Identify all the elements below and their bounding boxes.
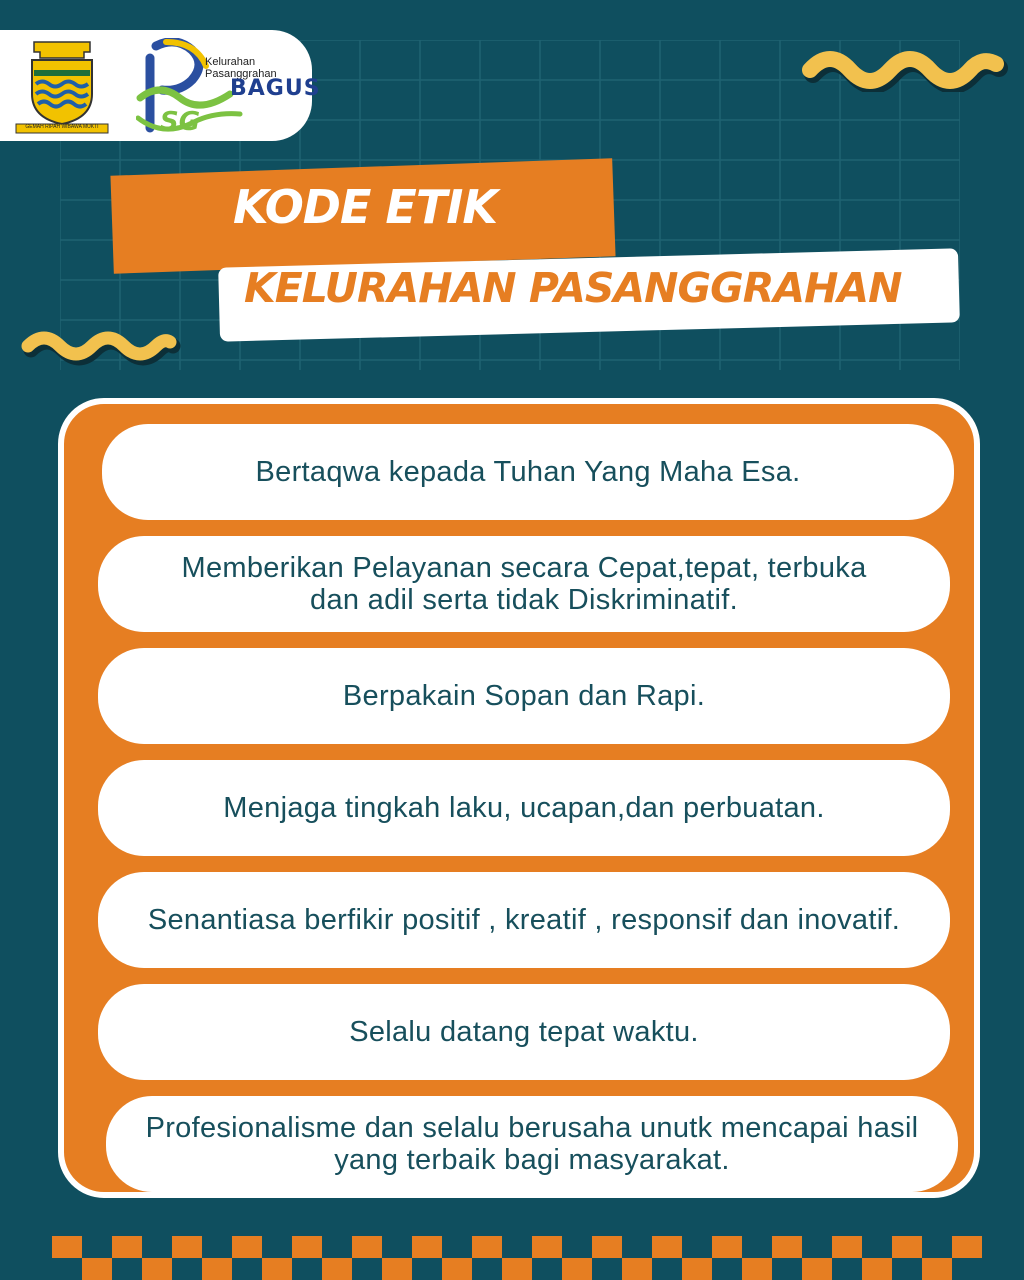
code-item-2: Memberikan Pelayanan secara Cepat,tepat, terbuka dan adil serta tidak Diskriminatif.: [98, 536, 950, 632]
logo-brand: BAGUS: [230, 76, 321, 101]
logo-line1: Kelurahan: [205, 56, 256, 68]
emblem-motto: GEMAH RIPAH WIBAWA MUKTI: [25, 124, 99, 130]
code-item-7: Profesionalisme dan selalu berusaha unutk mencapai hasil yang terbaik bagi masyarakat.: [106, 1096, 958, 1192]
logo-line2: Pasanggrahan: [205, 68, 277, 80]
squiggle-top-right: [796, 46, 1010, 92]
page-title: KODE ETIK: [233, 180, 497, 234]
bandung-emblem-icon: [14, 40, 110, 134]
code-item-1: Bertaqwa kepada Tuhan Yang Maha Esa.: [102, 424, 954, 520]
checkered-footer: [0, 1236, 1024, 1280]
svg-text:SG: SG: [160, 107, 201, 134]
code-item-5: Senantiasa berfikir positif , kreatif , responsif dan inovatif.: [98, 872, 950, 968]
code-item-6: Selalu datang tepat waktu.: [98, 984, 950, 1080]
squiggle-left: [16, 326, 182, 366]
page-subtitle: KELURAHAN PASANGGRAHAN: [244, 264, 902, 312]
logo-bar: [0, 30, 321, 141]
code-item-3: Berpakain Sopan dan Rapi.: [98, 648, 950, 744]
code-item-4: Menjaga tingkah laku, ucapan,dan perbuatan.: [98, 760, 950, 856]
